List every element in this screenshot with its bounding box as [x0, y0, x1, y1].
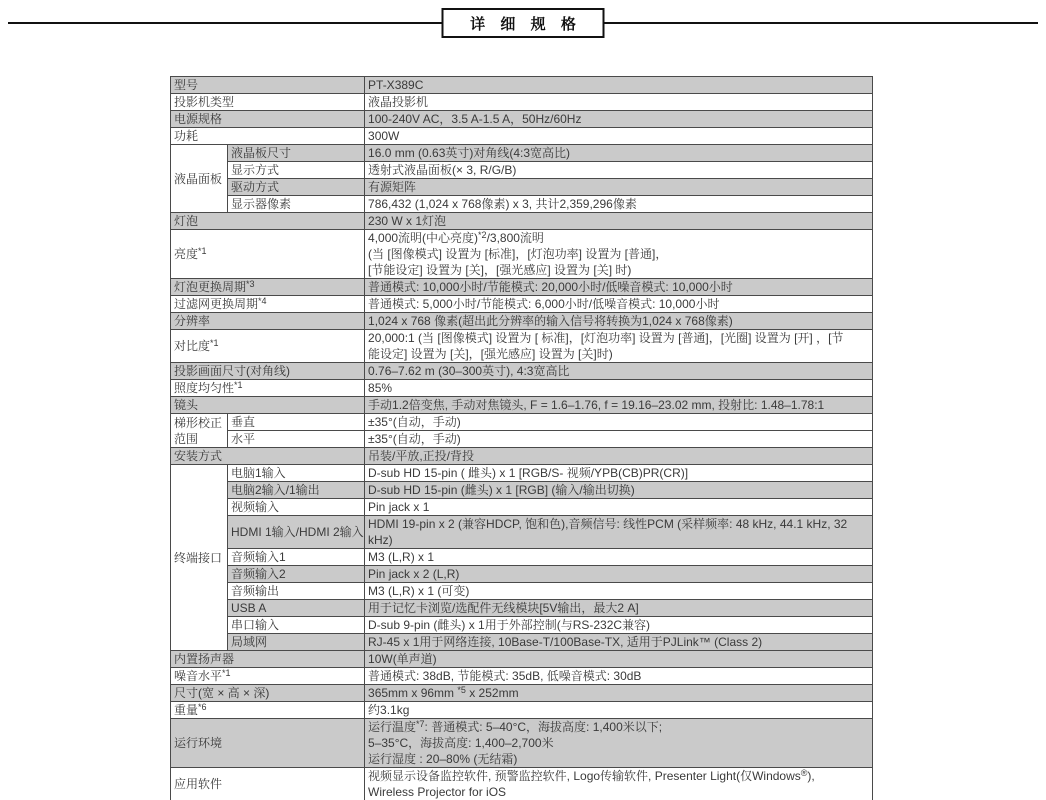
spec-label-cell: 对比度$^{*1}$ [171, 330, 365, 363]
spec-value-cell: 有源矩阵 [365, 179, 873, 196]
spec-label-cell: 显示器像素 [228, 196, 365, 213]
spec-value-cell: 运行温度$^{*7}$: 普通模式: 5–40°C，海拔高度: 1,400米以下; 5–35°C，海拔高度: 1,400–2,700米 运行湿度 : 20–80% (无结霜) [365, 719, 873, 768]
spec-value-cell: 普通模式: 38dB, 节能模式: 35dB, 低噪音模式: 30dB [365, 668, 873, 685]
table-row [171, 600, 873, 617]
spec-value-cell: 透射式液晶面板(× 3, R/G/B) [365, 162, 873, 179]
table-row [171, 213, 873, 230]
spec-label-cell: 电脑2输入/1输出 [228, 482, 365, 499]
spec-group-cell: 液晶面板 [171, 145, 228, 213]
spec-label-cell: 亮度$^{*1}$ [171, 230, 365, 279]
spec-label-cell: 重量$^{*6}$ [171, 702, 365, 719]
superscript-note: *1 [198, 246, 207, 256]
table-row [171, 651, 873, 668]
spec-value-cell: 约3.1kg [365, 702, 873, 719]
spec-value-cell: 230 W x 1灯泡 [365, 213, 873, 230]
table-row [171, 363, 873, 380]
table-row [171, 77, 873, 94]
spec-group-cell: 终端接口 [171, 465, 228, 651]
superscript-note: *3 [246, 279, 255, 289]
table-row [171, 111, 873, 128]
spec-value-cell: 用于记忆卡浏览/选配件无线模块[5V输出，最大2 A] [365, 600, 873, 617]
spec-value-cell: 1,024 x 768 像素(超出此分辨率的输入信号将转换为1,024 x 768像素) [365, 313, 873, 330]
page-title: 详 细 规 格 [470, 14, 581, 33]
spec-value-cell: Pin jack x 1 [365, 499, 873, 516]
spec-value-cell: 4,000流明(中心亮度)$^{*2}$/3,800流明 (当 [图像模式] 设置为 [标准]，[灯泡功率] 设置为 [普通]， [节能设定] 设置为 [关]，[强光感应] 设置为 [关] 时) [365, 230, 873, 279]
spec-value-cell: 16.0 mm (0.63英寸)对角线(4:3宽高比) [365, 145, 873, 162]
superscript-note: *1 [210, 338, 219, 348]
spec-value-cell: 100-240V AC，3.5 A-1.5 A，50Hz/60Hz [365, 111, 873, 128]
superscript-note: *6 [198, 702, 207, 712]
spec-label-cell: 水平 [228, 431, 365, 448]
table-row [171, 397, 873, 414]
spec-label-cell: 电脑1输入 [228, 465, 365, 482]
spec-value-cell: 10W(单声道) [365, 651, 873, 668]
spec-label-cell: 照度均匀性$^{*1}$ [171, 380, 365, 397]
spec-label-cell: USB A [228, 600, 365, 617]
spec-value-cell: PT-X389C [365, 77, 873, 94]
table-row [171, 414, 873, 431]
spec-label-cell: 局域网 [228, 634, 365, 651]
table-row [171, 768, 873, 800]
spec-label-cell: 音频输出 [228, 583, 365, 600]
spec-label-cell: 显示方式 [228, 162, 365, 179]
spec-value-cell: 300W [365, 128, 873, 145]
spec-label-cell: 串口输入 [228, 617, 365, 634]
superscript-note: ® [800, 768, 808, 778]
table-row [171, 279, 873, 296]
superscript-note: *7 [416, 719, 425, 729]
table-row [171, 94, 873, 111]
spec-label-cell: 运行环境 [171, 719, 365, 768]
spec-value-cell: 0.76–7.62 m (30–300英寸), 4:3宽高比 [365, 363, 873, 380]
spec-label-cell: 投影画面尺寸(对角线) [171, 363, 365, 380]
table-row [171, 482, 873, 499]
spec-value-cell: 液晶投影机 [365, 94, 873, 111]
spec-table-body [171, 77, 873, 800]
spec-value-cell: 普通模式: 10,000小时/节能模式: 20,000小时/低噪音模式: 10,000小时 [365, 279, 873, 296]
table-row [171, 499, 873, 516]
spec-value-cell: 85% [365, 380, 873, 397]
spec-label-cell: 垂直 [228, 414, 365, 431]
title-box [442, 8, 605, 38]
spec-value-cell: 吊装/平放,正投/背投 [365, 448, 873, 465]
spec-label-cell: 灯泡 [171, 213, 365, 230]
table-row [171, 516, 873, 549]
spec-label-cell: 应用软件 [171, 768, 365, 800]
table-row [171, 230, 873, 279]
spec-label-cell: 噪音水平$^{*1}$ [171, 668, 365, 685]
spec-label-cell: 视频输入 [228, 499, 365, 516]
spec-label-cell: HDMI 1输入/HDMI 2输入 [228, 516, 365, 549]
table-row [171, 634, 873, 651]
spec-value-cell: D-sub HD 15-pin (雌头) x 1 [RGB] (输入/输出切换) [365, 482, 873, 499]
spec-label-cell: 驱动方式 [228, 179, 365, 196]
superscript-note: *4 [258, 296, 267, 306]
spec-table [170, 76, 873, 800]
spec-value-cell: 786,432 (1,024 x 768像素) x 3, 共计2,359,296像素 [365, 196, 873, 213]
table-row [171, 330, 873, 363]
spec-value-cell: Pin jack x 2 (L,R) [365, 566, 873, 583]
table-row [171, 431, 873, 448]
spec-value-cell: D-sub 9-pin (雌头) x 1用于外部控制(与RS-232C兼容) [365, 617, 873, 634]
table-row [171, 296, 873, 313]
spec-label-cell: 投影机类型 [171, 94, 365, 111]
superscript-note: *2 [478, 230, 487, 240]
spec-value-cell: 手动1.2倍变焦, 手动对焦镜头, F = 1.6–1.76, f = 19.16–23.02 mm, 投射比: 1.48–1.78:1 [365, 397, 873, 414]
table-row [171, 583, 873, 600]
spec-value-cell: RJ-45 x 1用于网络连接, 10Base-T/100Base-TX, 适用于PJLink™ (Class 2) [365, 634, 873, 651]
table-row [171, 549, 873, 566]
table-row [171, 719, 873, 768]
spec-label-cell: 内置扬声器 [171, 651, 365, 668]
table-row [171, 380, 873, 397]
spec-value-cell: ±35°(自动，手动) [365, 414, 873, 431]
spec-value-cell: 20,000:1 (当 [图像模式] 设置为 [ 标准]，[灯泡功率] 设置为 [普通]，[光圈] 设置为 [开] ，[节 能设定] 设置为 [关]，[强光感应] 设置为 [关]时) [365, 330, 873, 363]
spec-label-cell: 分辨率 [171, 313, 365, 330]
table-row [171, 702, 873, 719]
table-row [171, 566, 873, 583]
superscript-note: *1 [222, 668, 231, 678]
table-row [171, 448, 873, 465]
spec-value-cell: 365mm x 96mm $^{*5}$ x 252mm [365, 685, 873, 702]
table-row [171, 128, 873, 145]
table-row [171, 162, 873, 179]
table-row [171, 465, 873, 482]
spec-value-cell: M3 (L,R) x 1 (可变) [365, 583, 873, 600]
spec-value-cell: M3 (L,R) x 1 [365, 549, 873, 566]
superscript-note: *1 [234, 380, 243, 390]
table-row [171, 145, 873, 162]
spec-value-cell: 普通模式: 5,000小时/节能模式: 6,000小时/低噪音模式: 10,000小时 [365, 296, 873, 313]
spec-label-cell: 液晶板尺寸 [228, 145, 365, 162]
table-row [171, 617, 873, 634]
spec-label-cell: 电源规格 [171, 111, 365, 128]
spec-label-cell: 灯泡更换周期$^{*3}$ [171, 279, 365, 296]
spec-label-cell: 过滤网更换周期$^{*4}$ [171, 296, 365, 313]
table-row [171, 179, 873, 196]
spec-label-cell: 镜头 [171, 397, 365, 414]
spec-value-cell: 视频显示设备监控软件, 预警监控软件, Logo传输软件, Presenter Light(仅Windows®), Wireless Projector for iOS [365, 768, 873, 800]
table-row [171, 313, 873, 330]
table-row [171, 685, 873, 702]
table-row [171, 196, 873, 213]
spec-value-cell: HDMI 19-pin x 2 (兼容HDCP, 饱和色),音频信号: 线性PCM (采样频率: 48 kHz, 44.1 kHz, 32 kHz) [365, 516, 873, 549]
spec-label-cell: 音频输入1 [228, 549, 365, 566]
spec-label-cell: 安装方式 [171, 448, 365, 465]
table-row [171, 668, 873, 685]
superscript-note: *5 [457, 685, 466, 695]
spec-label-cell: 尺寸(宽 × 高 × 深) [171, 685, 365, 702]
spec-group-cell: 梯形校正范围 [171, 414, 228, 448]
spec-value-cell: D-sub HD 15-pin ( 雌头) x 1 [RGB/S- 视频/YPB(CB)PR(CR)] [365, 465, 873, 482]
spec-value-cell: ±35°(自动，手动) [365, 431, 873, 448]
spec-label-cell: 音频输入2 [228, 566, 365, 583]
spec-label-cell: 功耗 [171, 128, 365, 145]
spec-label-cell: 型号 [171, 77, 365, 94]
